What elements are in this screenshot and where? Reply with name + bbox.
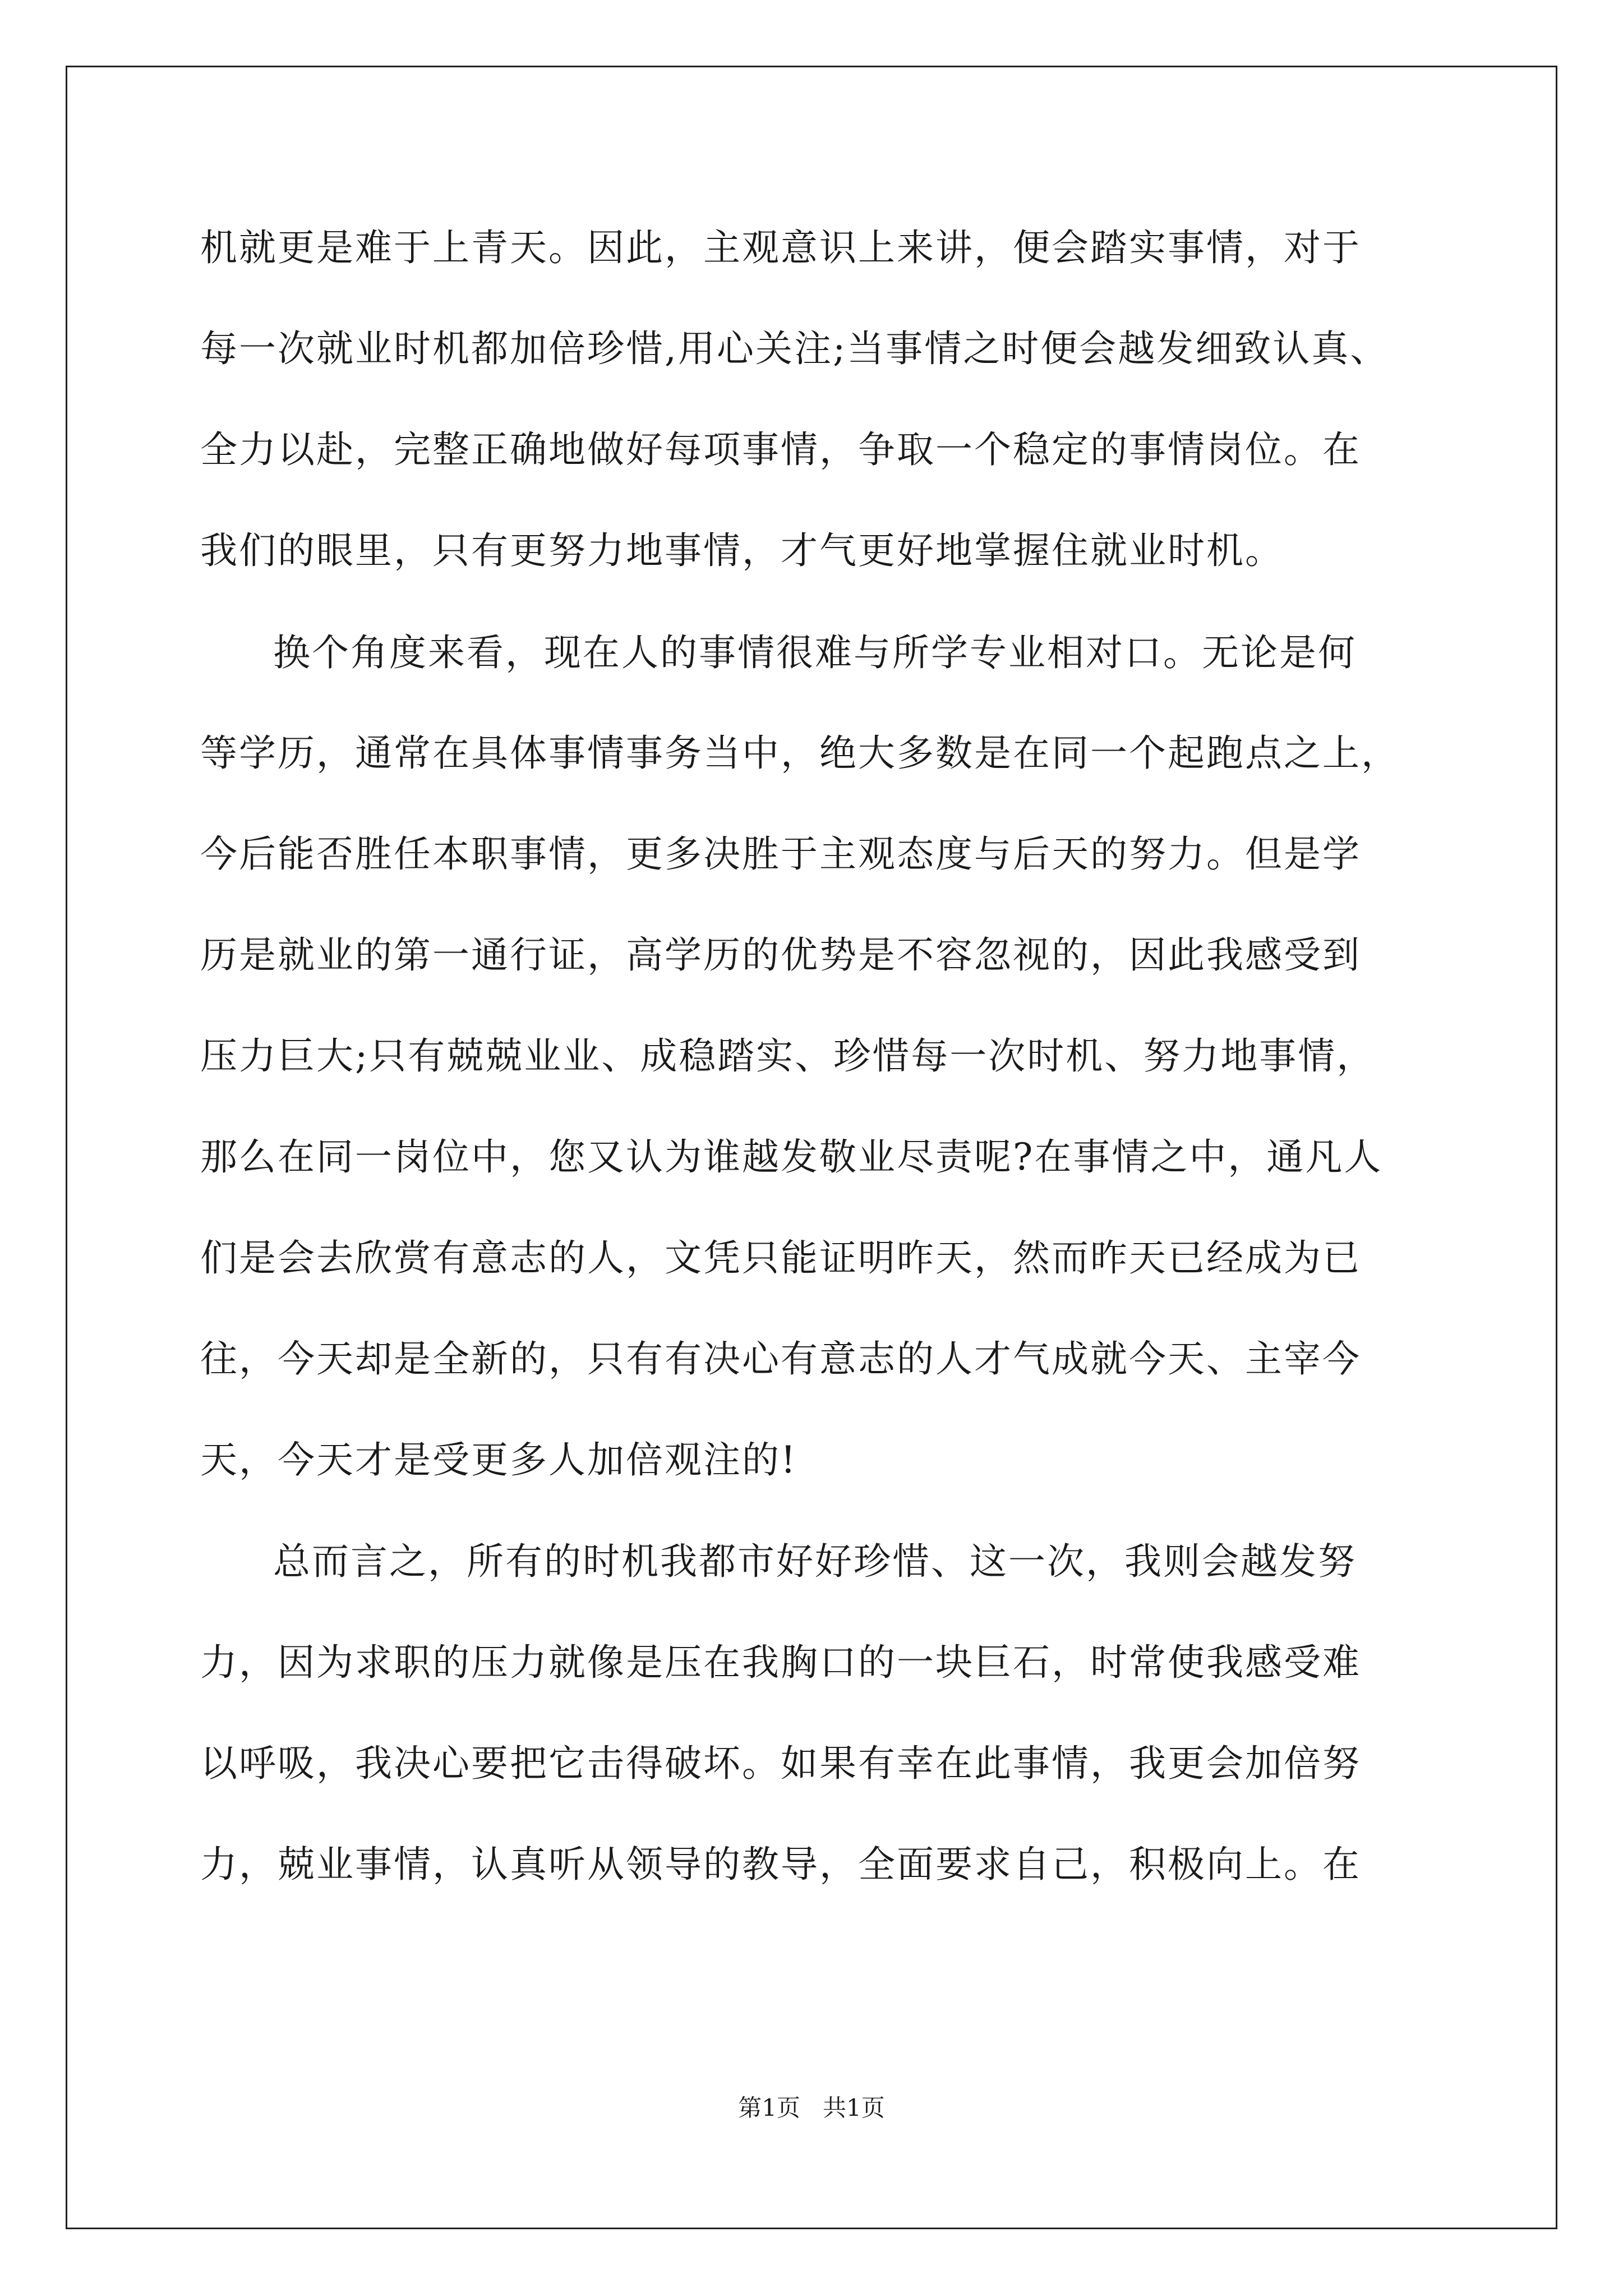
text-line: 那么在同一岗位中，您又认为谁越发敬业尽责呢?在事情之中，通凡人	[200, 1135, 1383, 1179]
text-line: 历是就业的第一通行证，高学历的优势是不容忽视的，因此我感受到	[200, 933, 1361, 977]
text-line: 天，今天才是受更多人加倍观注的!	[200, 1438, 797, 1481]
text-line: 往，今天却是全新的，只有有决心有意志的人才气成就今天、主宰今	[200, 1337, 1361, 1381]
text-line: 今后能否胜任本职事情，更多决胜于主观态度与后天的努力。但是学	[200, 832, 1361, 876]
text-line: 压力巨大;只有兢兢业业、成稳踏实、珍惜每一次时机、努力地事情，	[200, 1034, 1376, 1078]
text-line: 们是会去欣赏有意志的人，文凭只能证明昨天，然而昨天已经成为已	[200, 1236, 1361, 1280]
text-line: 全力以赴，完整正确地做好每项事情，争取一个稳定的事情岗位。在	[200, 428, 1361, 471]
text-line: 机就更是难于上青天。因此，主观意识上来讲，便会踏实事情，对于	[200, 226, 1361, 269]
text-line: 力，因为求职的压力就像是压在我胸口的一块巨石，时常使我感受难	[200, 1641, 1361, 1684]
text-line: 每一次就业时机都加倍珍惜,用心关注;当事情之时便会越发细致认真、	[200, 327, 1389, 370]
text-line: 等学历，通常在具体事情事务当中，绝大多数是在同一个起跑点之上，	[200, 731, 1400, 775]
text-line: 我们的眼里，只有更努力地事情，才气更好地掌握住就业时机。	[200, 529, 1284, 572]
page-number-footer: 第1页 共1页	[738, 2094, 885, 2122]
text-line: 力，兢业事情，认真听从领导的教导，全面要求自己，积极向上。在	[200, 1843, 1361, 1886]
paragraph-start-line: 换个角度来看，现在人的事情很难与所学专业相对口。无论是何	[273, 631, 1357, 674]
text-line: 以呼吸，我决心要把它击得破坏。如果有幸在此事情，我更会加倍努	[200, 1742, 1361, 1785]
paragraph-start-line: 总而言之，所有的时机我都市好好珍惜、这一次，我则会越发努	[273, 1540, 1357, 1583]
